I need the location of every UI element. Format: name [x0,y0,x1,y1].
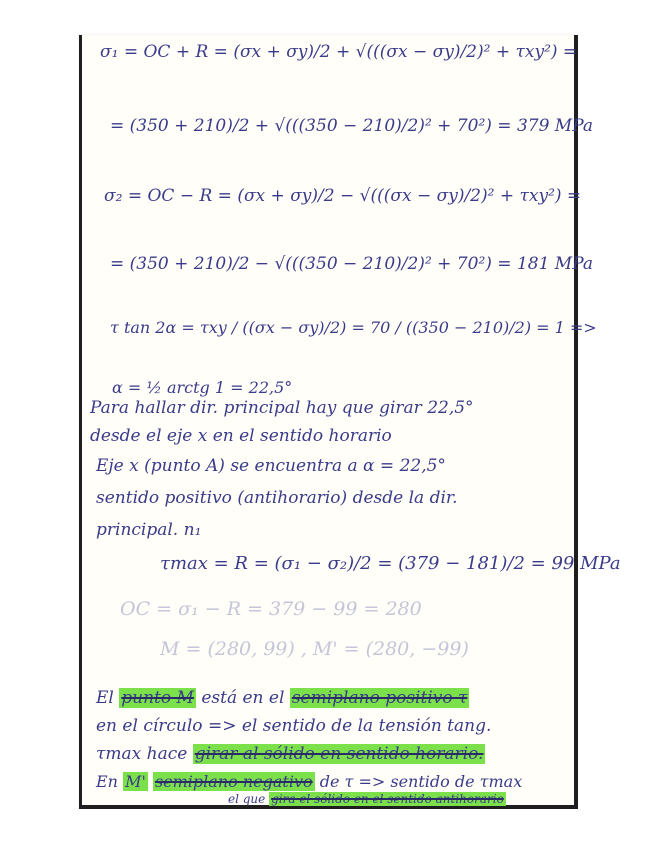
highlight-m-prime: M' [125,772,146,791]
page-edge-right [574,35,578,808]
word-el-que: el que [228,792,266,806]
word-en: En [96,772,118,791]
sigma2-numeric-line: = (350 + 210)/2 − √(((350 − 210)/2)² + 70²) = 181 MPa [110,254,594,274]
word-de-tau-sentido: de τ => sentido de τmax [319,772,523,791]
sigma1-numeric-line: = (350 + 210)/2 + √(((350 − 210)/2)² + 70²) = 379 MPa [110,116,594,136]
sigma1-formula-line: σ₁ = OC + R = (σx + σy)/2 + √(((σx − σy)/2)² + τxy²) = [100,42,578,62]
highlight-line-1 [96,690,469,707]
text-line-3: Eje x (punto A) se encuentra a α = 22,5° [96,456,446,476]
highlight-line-3 [96,746,485,763]
highlight-girar-horario: girar al sólido en sentido horario. [194,744,484,764]
word-el: El [96,688,114,708]
highlight-semiplano-positivo: semiplano positivo τ [291,688,468,708]
word-tau-max-hace: τmax hace [96,744,188,764]
highlight-line-2: en el círculo => el sentido de la tensión tang. [96,716,492,736]
text-line-4: sentido positivo (antihorario) desde la dir. [96,488,458,508]
highlight-gira-antihorario: gira el sólido en el sentido antihorario [271,792,504,806]
highlight-line-4 [96,774,522,790]
tan-2alpha-line: τ tan 2α = τxy / ((σx − σy)/2) = 70 / ((350 − 210)/2) = 1 => [110,318,597,337]
word-esta-en-el: está en el [201,688,285,708]
text-line-1: Para hallar dir. principal hay que girar 22,5° [90,398,474,418]
highlight-line-5 [228,793,506,805]
text-line-2: desde el eje x en el sentido horario [90,426,392,446]
m-points-faint-line: M = (280, 99) , M' = (280, −99) [160,638,469,660]
alpha-line: α = ½ arctg 1 = 22,5° [112,378,293,397]
highlight-punto-m: punto M [121,688,194,708]
sigma2-formula-line: σ₂ = OC − R = (σx + σy)/2 − √(((σx − σy)/2)² + τxy²) = [104,186,582,206]
page-edge-left [79,35,82,808]
text-line-5: principal. n₁ [96,520,202,540]
oc-faint-line: OC = σ₁ − R = 379 − 99 = 280 [120,598,422,620]
highlight-semiplano-negativo: semiplano negativo [154,772,313,791]
tau-max-line: τmax = R = (σ₁ − σ₂)/2 = (379 − 181)/2 = 99 MPa [160,553,621,574]
